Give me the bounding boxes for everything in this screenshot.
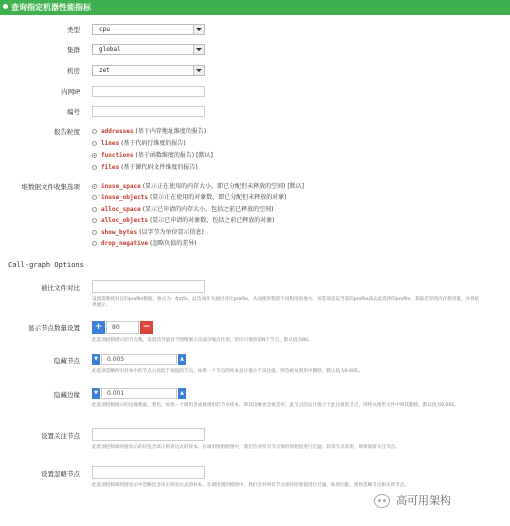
ignore-node-input[interactable] — [92, 466, 205, 479]
room-label: 机房 — [67, 67, 80, 75]
radio-circle[interactable] — [92, 230, 97, 235]
radio-inuse-space[interactable] — [92, 182, 304, 191]
option-name: lines — [101, 140, 120, 147]
hide-node-label: 隐藏节点 — [54, 357, 80, 365]
option-desc: (显示正在使用的内存大小，即已分配但未释放的空间) [默认] — [142, 183, 305, 190]
cluster-select-value: global — [99, 46, 121, 53]
hide-node-input[interactable]: 0.005 — [101, 354, 177, 365]
ignore-node-label: 设置忽略节点 — [41, 470, 80, 478]
hide-edge-increase-button[interactable]: ▲ — [178, 388, 186, 399]
watermark-text: 高可用架构 — [396, 494, 451, 507]
radio-circle[interactable] — [92, 207, 97, 212]
option-desc: (基于代码行维度的报告) — [121, 140, 186, 147]
inner-ip-input[interactable] — [92, 86, 205, 97]
hide-edge-decrease-button[interactable]: ▼ — [92, 388, 100, 399]
contrast-file-help: 设置需要被对比的profile数据，格式为：fmt%，此选项作为通过对比profile，从而使得我的不同程度的地方。该选项是以当前的profile减去此选择的profile，获取差异的内存使用量，并将结果展示。 — [92, 297, 480, 308]
focus-node-label: 设置关注节点 — [41, 432, 80, 440]
radio-lines[interactable] — [92, 139, 186, 148]
hide-edge-help: 此选项控制展示的边缘数量。着色，如果一个调用者或被调用的节点样本，即其边缘也会被丢弃，此节点的总计值小于此比值的节点，则将从图形文件中将其删除，默认值为0.001。 — [92, 403, 459, 408]
node-count-input[interactable]: 80 — [106, 321, 139, 334]
radio-drop-negative[interactable] — [92, 239, 197, 248]
option-name: functions — [101, 152, 134, 159]
room-select[interactable] — [92, 65, 205, 76]
ignore-node-help: 此选项控制调用链显示中忽略包含该正则表达式的样本。在调用图的绘图中，我们会对所有节点保持原始值进行过滤，如果匹配，则将忽略节点相关的节点。 — [92, 483, 409, 488]
contrast-file-input[interactable] — [92, 280, 205, 293]
radio-alloc-objects[interactable] — [92, 216, 275, 225]
node-count-label: 显示节点数量设置 — [28, 324, 80, 332]
radio-show-bytes[interactable] — [92, 228, 204, 237]
option-desc: (以字节为单位显示信息) — [139, 229, 204, 236]
radio-circle[interactable] — [92, 195, 97, 200]
hide-node-increase-button[interactable]: ▲ — [178, 354, 186, 365]
option-desc: (基于函数维度的报告) [默认] — [135, 152, 213, 159]
radio-addresses[interactable] — [92, 127, 206, 136]
option-name: alloc_space — [101, 206, 141, 213]
type-select-value: cpu — [99, 26, 110, 33]
report-granularity-label: 报告粒度 — [54, 128, 80, 136]
option-name: alloc_objects — [101, 217, 148, 224]
radio-circle[interactable] — [92, 165, 97, 170]
number-label: 编号 — [67, 108, 80, 116]
type-label: 类型 — [67, 26, 80, 34]
chevron-down-icon — [193, 25, 204, 34]
radio-functions[interactable] — [92, 151, 213, 160]
hide-node-help: 此选项忽略所有样本中的节点占比低于该值的节点。如果一个节点的样本总计值小于该比值，则会被从图形中删除，默认值为0.005。 — [92, 369, 363, 374]
panel-title: 查询指定机器性能指标 — [11, 3, 91, 12]
node-count-help: 此选项控制展示的节点数。设置适当值对于图像展示及减少噪点作用，但应只保留前N个节点，默认值为80。 — [92, 338, 313, 343]
option-desc: (基于源代码文件维度的报告) — [121, 164, 198, 171]
radio-circle-selected[interactable] — [92, 153, 97, 158]
radio-alloc-space[interactable] — [92, 205, 273, 214]
number-input[interactable] — [92, 106, 205, 117]
inner-ip-label: 内网IP — [61, 88, 80, 96]
focus-node-help: 此选项控制调用链显示的仅包含该正则表达式的样本。在调用图的绘图中，我们会对所有节点保持原始值进行过滤，其余节点采用，即将保留关注节点。 — [92, 445, 400, 450]
option-desc: (显示正在使用的对象数，即已分配但未释放的对象) — [149, 194, 287, 201]
watermark — [374, 491, 451, 511]
contrast-file-label: 被比文件对比 — [41, 284, 80, 292]
radio-circle[interactable] — [92, 141, 97, 146]
option-name: inuse_objects — [101, 194, 148, 201]
option-name: inuse_space — [101, 183, 141, 190]
radio-circle[interactable] — [92, 241, 97, 246]
panel-title-icon — [3, 4, 8, 9]
option-desc: (基于内存地址维度的报告) — [135, 128, 207, 135]
type-select[interactable] — [92, 24, 205, 35]
radio-inuse-objects[interactable] — [92, 193, 287, 202]
hide-node-decrease-button[interactable]: ▼ — [92, 354, 100, 365]
option-desc: (忽略负值的差异) — [149, 240, 197, 247]
wechat-icon — [374, 494, 390, 508]
radio-files[interactable] — [92, 163, 198, 172]
hide-edge-label: 隐藏边缘 — [54, 391, 80, 399]
cluster-label: 集群 — [67, 46, 80, 54]
chevron-down-icon — [193, 45, 204, 54]
option-desc: (显示已申请的内存大小，包括之前已释放的空间) — [142, 206, 274, 213]
radio-circle[interactable] — [92, 218, 97, 223]
node-count-plus-button[interactable]: + — [92, 321, 105, 334]
panel-title-bar — [0, 0, 510, 15]
radio-circle[interactable] — [92, 129, 97, 134]
option-name: drop_negative — [101, 240, 148, 247]
focus-node-input[interactable] — [92, 428, 205, 441]
option-name: show_bytes — [101, 229, 138, 236]
callgraph-section-title: Call-graph Options — [8, 261, 84, 269]
cluster-select[interactable] — [92, 44, 205, 55]
heap-options-label: 堆数据文件收集选项 — [21, 183, 80, 191]
room-select-value: zet — [99, 67, 110, 74]
chevron-down-icon — [193, 66, 204, 75]
option-name: files — [101, 164, 120, 171]
option-desc: (显示已申请的对象数，包括之前已释放的对象) — [149, 217, 275, 224]
option-name: addresses — [101, 128, 134, 135]
node-count-minus-button[interactable]: − — [140, 321, 153, 334]
hide-edge-input[interactable]: 0.001 — [101, 388, 177, 399]
radio-circle-selected[interactable] — [92, 184, 97, 189]
